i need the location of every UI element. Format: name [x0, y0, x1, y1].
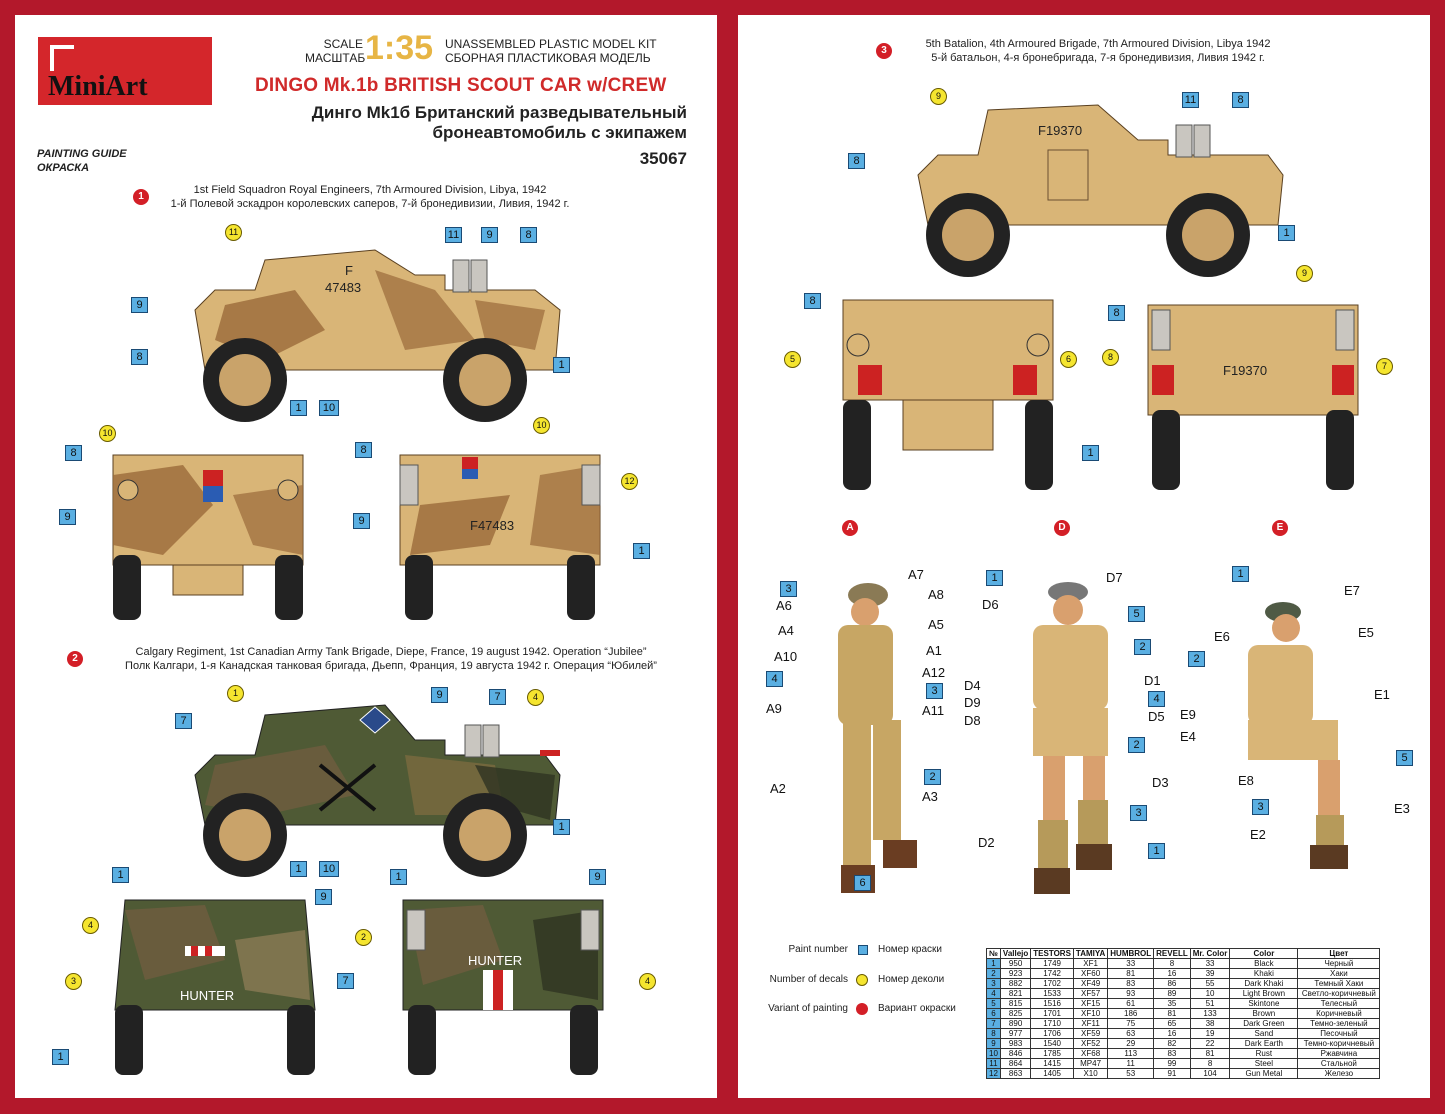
table-cell: 16	[1154, 969, 1191, 979]
variant-1-marker: 1	[133, 189, 149, 205]
col-mr-color: Mr. Color	[1190, 949, 1230, 959]
table-cell: XF59	[1073, 1029, 1107, 1039]
table-cell: XF60	[1073, 969, 1107, 979]
decal-1: 1	[227, 685, 244, 702]
table-cell: 63	[1108, 1029, 1154, 1039]
table-cell: 16	[1154, 1029, 1191, 1039]
table-cell: 1415	[1031, 1059, 1074, 1069]
variant-2-rear-view	[393, 890, 613, 1080]
decal-9: 9	[1296, 265, 1313, 282]
paint-9: 9	[431, 687, 448, 703]
table-cell: 53	[1108, 1069, 1154, 1079]
variant-2-caption	[91, 645, 691, 673]
paint-8: 8	[520, 227, 537, 243]
scale-label-en: SCALE	[323, 37, 363, 51]
table-cell: XF1	[1073, 959, 1107, 969]
paint-1: 1	[52, 1049, 69, 1065]
decal-10: 10	[533, 417, 550, 434]
table-cell: 51	[1190, 999, 1230, 1009]
table-cell: Песочный	[1298, 1029, 1380, 1039]
table-cell: 977	[1000, 1029, 1030, 1039]
table-row	[987, 1009, 1380, 1019]
decal-9: 9	[930, 88, 947, 105]
scale-label-ru: МАСШТАБ	[305, 51, 366, 65]
table-cell: XF52	[1073, 1039, 1107, 1049]
table-cell: 82	[1154, 1039, 1191, 1049]
table-cell: 3	[987, 979, 1001, 989]
table-cell: 923	[1000, 969, 1030, 979]
table-row	[987, 1069, 1380, 1079]
table-cell: Gun Metal	[1230, 1069, 1298, 1079]
table-cell: MP47	[1073, 1059, 1107, 1069]
logo-flag-icon	[50, 45, 74, 71]
table-cell: XF57	[1073, 989, 1107, 999]
table-cell: Хаки	[1298, 969, 1380, 979]
table-cell: 65	[1154, 1019, 1191, 1029]
paint-9: 9	[131, 297, 148, 313]
paint-1: 1	[1148, 843, 1165, 859]
label-d3: D3	[1152, 775, 1169, 790]
label-e2: E2	[1250, 827, 1266, 842]
label-e1: E1	[1374, 687, 1390, 702]
paint-2: 2	[1188, 651, 1205, 667]
table-cell: 2	[987, 969, 1001, 979]
table-cell: Темно-коричневый	[1298, 1039, 1380, 1049]
table-cell: X10	[1073, 1069, 1107, 1079]
label-d6: D6	[982, 597, 999, 612]
paint-7: 7	[337, 973, 354, 989]
table-row	[987, 959, 1380, 969]
paint-10: 10	[319, 400, 339, 416]
variant-3-marker: 3	[876, 43, 892, 59]
table-cell: 1710	[1031, 1019, 1074, 1029]
paint-box-icon	[858, 945, 868, 955]
col-number: №	[987, 949, 1001, 959]
label-e6: E6	[1214, 629, 1230, 644]
table-cell: Skintone	[1230, 999, 1298, 1009]
table-cell: 81	[1190, 1049, 1230, 1059]
paint-11: 11	[445, 227, 462, 243]
paint-4: 4	[766, 671, 783, 687]
paint-1: 1	[290, 861, 307, 877]
table-cell: Стальной	[1298, 1059, 1380, 1069]
table-cell: 12	[987, 1069, 1001, 1079]
variant-1-marking-number: 47483	[325, 280, 362, 295]
decal-3: 3	[65, 973, 82, 990]
label-a7: A7	[908, 567, 924, 582]
scale-label	[305, 37, 366, 65]
col-testors: TESTORS	[1031, 949, 1074, 959]
table-cell: 33	[1190, 959, 1230, 969]
variant-3-rear-view	[1138, 295, 1368, 495]
kit-title-ru-line-1: Динго Mk1б Британский разведывательный	[311, 103, 687, 122]
table-cell: 29	[1108, 1039, 1154, 1049]
right-page	[738, 15, 1430, 1098]
paint-9: 9	[481, 227, 498, 243]
table-cell: Коричневый	[1298, 1009, 1380, 1019]
paint-1: 1	[1278, 225, 1295, 241]
paint-reference-table	[986, 948, 1380, 1079]
paint-3: 3	[1252, 799, 1269, 815]
table-cell: 11	[1108, 1059, 1154, 1069]
col-color-en: Color	[1230, 949, 1298, 959]
paint-6: 6	[854, 875, 871, 891]
figure-d-marker: D	[1054, 520, 1070, 536]
paint-2: 2	[1134, 639, 1151, 655]
paint-2: 2	[924, 769, 941, 785]
table-cell: 1405	[1031, 1069, 1074, 1079]
paint-1: 1	[112, 867, 129, 883]
table-row	[987, 999, 1380, 1009]
table-cell: 55	[1190, 979, 1230, 989]
table-cell: XF15	[1073, 999, 1107, 1009]
table-cell: 186	[1108, 1009, 1154, 1019]
painting-guide-ru: ОКРАСКА	[37, 162, 90, 174]
label-d5: D5	[1148, 709, 1165, 724]
decal-circle-icon	[856, 974, 868, 986]
decal-4: 4	[639, 973, 656, 990]
paint-1: 1	[390, 869, 407, 885]
painting-guide-label	[37, 147, 127, 175]
table-cell: 81	[1154, 1009, 1191, 1019]
decal-12: 12	[621, 473, 638, 490]
table-cell: 104	[1190, 1069, 1230, 1079]
table-cell: 1749	[1031, 959, 1074, 969]
label-d1: D1	[1144, 673, 1161, 688]
table-row	[987, 969, 1380, 979]
variant-3-rear-marking: F19370	[1223, 363, 1268, 378]
kit-type-en: UNASSEMBLED PLASTIC MODEL KIT	[445, 37, 657, 51]
table-header-row	[987, 949, 1380, 959]
variant-2-front-view	[105, 890, 325, 1080]
label-e8: E8	[1238, 773, 1254, 788]
table-cell: 5	[987, 999, 1001, 1009]
decal-2: 2	[355, 929, 372, 946]
table-cell: 33	[1108, 959, 1154, 969]
table-cell: 89	[1154, 989, 1191, 999]
table-cell: 1701	[1031, 1009, 1074, 1019]
paint-3: 3	[1130, 805, 1147, 821]
table-cell: 1706	[1031, 1029, 1074, 1039]
table-cell: 950	[1000, 959, 1030, 969]
figure-a-drawing	[793, 570, 933, 910]
decal-6: 6	[1060, 351, 1077, 368]
table-cell: Dark Earth	[1230, 1039, 1298, 1049]
table-cell: Brown	[1230, 1009, 1298, 1019]
col-color-ru: Цвет	[1298, 949, 1380, 959]
paint-7: 7	[175, 713, 192, 729]
col-vallejo: Vallejo	[1000, 949, 1030, 959]
table-row	[987, 1019, 1380, 1029]
table-row	[987, 1049, 1380, 1059]
table-cell: Темный Хаки	[1298, 979, 1380, 989]
table-cell: 83	[1154, 1049, 1191, 1059]
variant-2-marker: 2	[67, 651, 83, 667]
table-cell: 890	[1000, 1019, 1030, 1029]
label-e3: E3	[1394, 801, 1410, 816]
label-d7: D7	[1106, 570, 1123, 585]
table-cell: 1702	[1031, 979, 1074, 989]
left-page	[15, 15, 717, 1098]
paint-4: 4	[1148, 691, 1165, 707]
table-cell: 113	[1108, 1049, 1154, 1059]
variant-1-caption	[155, 183, 585, 211]
table-cell: 6	[987, 1009, 1001, 1019]
legend-paint-number-en: Paint number	[788, 944, 848, 955]
table-cell: Sand	[1230, 1029, 1298, 1039]
table-cell: 86	[1154, 979, 1191, 989]
label-e9: E9	[1180, 707, 1196, 722]
variant-3-side-view	[898, 95, 1298, 285]
variant-2-rear-marking: HUNTER	[468, 953, 523, 968]
table-cell: 1516	[1031, 999, 1074, 1009]
table-cell: 39	[1190, 969, 1230, 979]
paint-1: 1	[553, 819, 570, 835]
table-cell: 19	[1190, 1029, 1230, 1039]
label-e5: E5	[1358, 625, 1374, 640]
col-tamiya: TAMIYA	[1073, 949, 1107, 959]
scale-value: 1:35	[365, 29, 434, 67]
variant-2-side-view	[175, 695, 575, 885]
paint-5: 5	[1128, 606, 1145, 622]
table-cell: 10	[987, 1049, 1001, 1059]
kit-number: 35067	[639, 149, 687, 168]
table-cell: Light Brown	[1230, 989, 1298, 999]
paint-9: 9	[589, 869, 606, 885]
table-cell: 864	[1000, 1059, 1030, 1069]
legend-decals-ru: Номер деколи	[878, 974, 945, 985]
table-cell: Телесный	[1298, 999, 1380, 1009]
kit-type-ru: СБОРНАЯ ПЛАСТИКОВАЯ МОДЕЛЬ	[445, 51, 651, 65]
paint-9: 9	[353, 513, 370, 529]
paint-1: 1	[290, 400, 307, 416]
table-cell: 1533	[1031, 989, 1074, 999]
variant-2-front-marking: HUNTER	[180, 988, 235, 1003]
kit-title-ru	[312, 103, 687, 143]
figure-e-drawing	[1208, 590, 1368, 890]
painting-guide-en: PAINTING GUIDE	[37, 148, 127, 160]
col-humbrol: HUMBROL	[1108, 949, 1154, 959]
label-a4: A4	[778, 623, 794, 638]
table-cell: Rust	[1230, 1049, 1298, 1059]
paint-8: 8	[131, 349, 148, 365]
decal-11: 11	[225, 224, 242, 241]
legend-paint-number-ru: Номер краски	[878, 944, 943, 955]
label-a8: A8	[928, 587, 944, 602]
table-cell: XF10	[1073, 1009, 1107, 1019]
table-cell: Черный	[1298, 959, 1380, 969]
label-d2: D2	[978, 835, 995, 850]
col-revell: REVELL	[1154, 949, 1191, 959]
variant-1-rear-view	[390, 435, 610, 625]
table-cell: 7	[987, 1019, 1001, 1029]
table-cell: 1785	[1031, 1049, 1074, 1059]
table-cell: Железо	[1298, 1069, 1380, 1079]
variant-2-caption-en: Calgary Regiment, 1st Canadian Army Tank Brigade, Diepe, France, 19 august 1942. Operation “Jubilee”	[135, 646, 647, 658]
variant-2-caption-ru: Полк Калгари, 1-я Канадская танковая бригада, Дьепп, Франция, 19 августа 1942 г. Операция “Юбилей”	[125, 660, 657, 672]
table-cell: 61	[1108, 999, 1154, 1009]
table-cell: XF68	[1073, 1049, 1107, 1059]
paint-8: 8	[355, 442, 372, 458]
table-cell: XF11	[1073, 1019, 1107, 1029]
figure-d-drawing	[988, 570, 1148, 910]
table-cell: 846	[1000, 1049, 1030, 1059]
variant-3-front-view	[833, 295, 1063, 495]
table-row	[987, 1029, 1380, 1039]
label-a3: A3	[922, 789, 938, 804]
label-a6: A6	[776, 598, 792, 613]
label-a9: A9	[766, 701, 782, 716]
table-cell: Светло-коричневый	[1298, 989, 1380, 999]
table-row	[987, 979, 1380, 989]
table-cell: 1742	[1031, 969, 1074, 979]
paint-1: 1	[553, 357, 570, 373]
decal-4: 4	[527, 689, 544, 706]
label-a2: A2	[770, 781, 786, 796]
table-cell: 35	[1154, 999, 1191, 1009]
table-cell: Dark Green	[1230, 1019, 1298, 1029]
table-cell: 815	[1000, 999, 1030, 1009]
variant-3-caption-en: 5th Batalion, 4th Armoured Brigade, 7th Armoured Division, Libya 1942	[925, 38, 1271, 50]
brand-name: MiniArt	[48, 71, 148, 102]
label-a10: A10	[774, 649, 798, 664]
variant-3-caption	[898, 37, 1298, 65]
table-cell: 133	[1190, 1009, 1230, 1019]
table-row	[987, 1059, 1380, 1069]
label-d9: D9	[964, 695, 981, 710]
table-cell: 10	[1190, 989, 1230, 999]
table-cell: 863	[1000, 1069, 1030, 1079]
paint-8: 8	[1108, 305, 1125, 321]
figure-e-marker: E	[1272, 520, 1288, 536]
table-cell: 9	[987, 1039, 1001, 1049]
legend-variant-en: Variant of painting	[768, 1003, 848, 1014]
table-cell: 38	[1190, 1019, 1230, 1029]
table-cell: 99	[1154, 1059, 1191, 1069]
label-a12: A12	[922, 665, 946, 680]
decal-7: 7	[1376, 358, 1393, 375]
paint-8: 8	[848, 153, 865, 169]
label-e7: E7	[1344, 583, 1360, 598]
label-e4: E4	[1180, 729, 1196, 744]
table-cell: Khaki	[1230, 969, 1298, 979]
table-cell: 11	[987, 1059, 1001, 1069]
table-cell: 22	[1190, 1039, 1230, 1049]
table-cell: 93	[1108, 989, 1154, 999]
variant-3-side-marking: F19370	[1038, 123, 1083, 138]
figure-a-marker: A	[842, 520, 858, 536]
decal-10: 10	[99, 425, 116, 442]
kit-title-ru-line-2: бронеавтомобиль с экипажем	[432, 123, 687, 142]
legend-decals-en: Number of decals	[769, 974, 848, 985]
brand-logo	[38, 37, 212, 105]
table-cell: 4	[987, 989, 1001, 999]
table-cell: XF49	[1073, 979, 1107, 989]
paint-9: 9	[315, 889, 332, 905]
table-cell: 8	[1190, 1059, 1230, 1069]
table-cell: 8	[987, 1029, 1001, 1039]
table-cell: 8	[1154, 959, 1191, 969]
paint-2: 2	[1128, 737, 1145, 753]
table-cell: Dark Khaki	[1230, 979, 1298, 989]
table-cell: 91	[1154, 1069, 1191, 1079]
decal-4: 4	[82, 917, 99, 934]
paint-8: 8	[65, 445, 82, 461]
legend-variant-ru: Вариант окраски	[878, 1003, 956, 1014]
variant-1-rear-marking: F47483	[470, 518, 515, 533]
variant-1-front-view	[103, 435, 318, 625]
variant-1-side-view	[175, 230, 575, 430]
kit-title-en: DINGO Mk.1b BRITISH SCOUT CAR w/CREW	[255, 75, 667, 96]
table-cell: 81	[1108, 969, 1154, 979]
variant-3-caption-ru: 5-й батальон, 4-я бронебригада, 7-я бронедивизия, Ливия 1942 г.	[931, 52, 1265, 64]
paint-8: 8	[1232, 92, 1249, 108]
paint-3: 3	[780, 581, 797, 597]
paint-11: 11	[1182, 92, 1199, 108]
label-d4: D4	[964, 678, 981, 693]
paint-3: 3	[926, 683, 943, 699]
paint-7: 7	[489, 689, 506, 705]
variant-1-caption-en: 1st Field Squadron Royal Engineers, 7th Armoured Division, Libya, 1942	[193, 184, 547, 196]
paint-9: 9	[59, 509, 76, 525]
table-cell: Темно-зеленый	[1298, 1019, 1380, 1029]
table-cell: Steel	[1230, 1059, 1298, 1069]
paint-1: 1	[1082, 445, 1099, 461]
table-cell: 825	[1000, 1009, 1030, 1019]
decal-8: 8	[1102, 349, 1119, 366]
label-d8: D8	[964, 713, 981, 728]
label-a5: A5	[928, 617, 944, 632]
variant-1-caption-ru: 1-й Полевой эскадрон королевских саперов, 7-й бронедивизии, Ливия, 1942 г.	[170, 198, 570, 210]
label-a1: A1	[926, 643, 942, 658]
paint-5: 5	[1396, 750, 1413, 766]
table-cell: Ржавчина	[1298, 1049, 1380, 1059]
paint-1: 1	[1232, 566, 1249, 582]
decal-5: 5	[784, 351, 801, 368]
table-cell: 1	[987, 959, 1001, 969]
table-row	[987, 989, 1380, 999]
table-row	[987, 1039, 1380, 1049]
table-cell: 75	[1108, 1019, 1154, 1029]
table-cell: 983	[1000, 1039, 1030, 1049]
variant-1-marking-f: F	[345, 263, 353, 278]
variant-dot-icon	[856, 1003, 868, 1015]
paint-1: 1	[986, 570, 1003, 586]
kit-type	[445, 37, 657, 65]
paint-8: 8	[804, 293, 821, 309]
table-cell: 882	[1000, 979, 1030, 989]
table-cell: 821	[1000, 989, 1030, 999]
paint-10: 10	[319, 861, 339, 877]
label-a11: A11	[922, 703, 945, 718]
paint-1: 1	[633, 543, 650, 559]
table-cell: Black	[1230, 959, 1298, 969]
table-cell: 1540	[1031, 1039, 1074, 1049]
table-cell: 83	[1108, 979, 1154, 989]
